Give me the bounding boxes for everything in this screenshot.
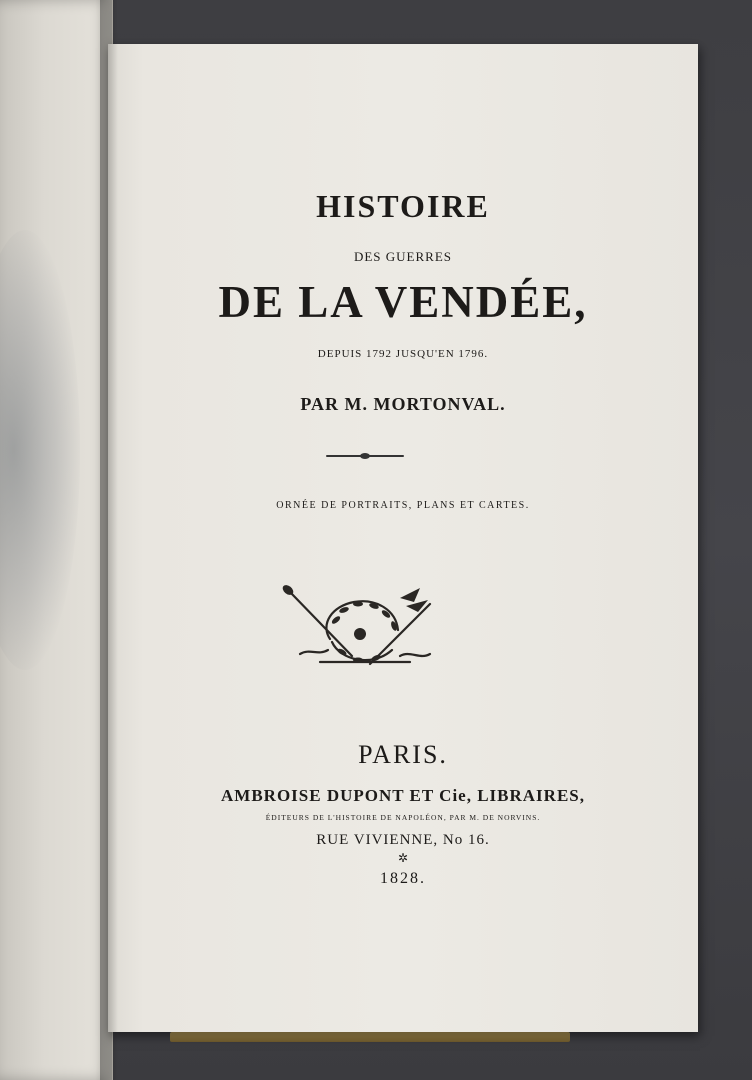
publication-year: 1828. xyxy=(380,870,426,887)
title-line-3: DE LA VENDÉE, xyxy=(218,277,588,327)
imprint-city: PARIS. xyxy=(358,740,448,769)
left-page-frontispiece xyxy=(0,0,113,1080)
date-range: DEPUIS 1792 JUSQU'EN 1796. xyxy=(317,348,489,360)
author-line: PAR M. MORTONVAL. xyxy=(300,394,506,414)
title-page xyxy=(108,44,698,1032)
sword-wreath-fasces-vignette-icon xyxy=(280,584,442,684)
publisher-address: RUE VIVIENNE, No 16. xyxy=(316,832,490,848)
portrait-engraving xyxy=(0,230,80,670)
ornee-line: ORNÉE DE PORTRAITS, PLANS ET CARTES. xyxy=(276,500,530,511)
book-gutter xyxy=(100,0,118,1080)
publisher-name: AMBROISE DUPONT ET Cie, LIBRAIRES, xyxy=(221,786,585,805)
title-line-2: DES GUERRES xyxy=(353,249,453,264)
ornamental-rule-icon xyxy=(326,455,404,457)
book-stand xyxy=(170,1032,570,1042)
publisher-subtitle: ÉDITEURS DE L'HISTOIRE DE NAPOLÉON, PAR M. DE NORVINS. xyxy=(265,813,541,822)
title-line-1: HISTOIRE xyxy=(316,188,490,224)
star-ornament-icon: ✲ xyxy=(397,851,409,865)
